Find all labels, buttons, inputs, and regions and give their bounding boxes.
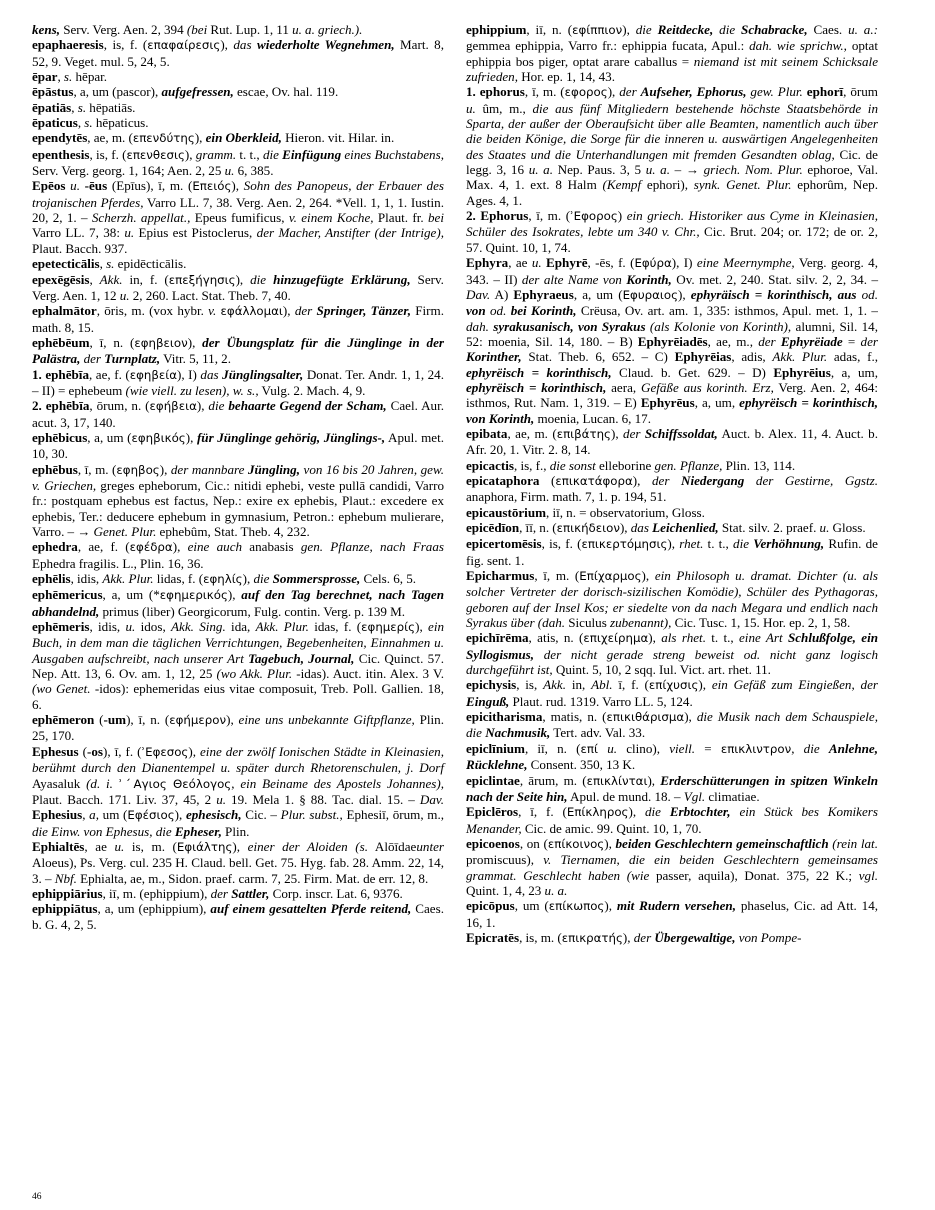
dictionary-entry: epicēdīon, īī, n. (επικήδειον), das Leichenlied, Stat. silv. 2. praef. u. Gloss. (466, 520, 866, 535)
dictionary-entry: ēpatiās, s. hēpatiās. (32, 99, 136, 115)
dictionary-entry: epicaustōrium, iī, n. = observatorium, Gloss. (466, 504, 705, 520)
dictionary-entry: epicertomēsis, is, f. (επικερτόμησις), rhet. t. t., die Verhöhnung, Rufin. de fig. sent. 1. (466, 536, 878, 568)
dictionary-entry: Epicharmus, ī, m. (Επίχαρμος), ein Philosoph u. dramat. Dichter (u. als solcher Vertreter der dorisch-sizilischen Komödie), Schüler des Pythagoras, geboren auf der Insel Kos; er siedelte von da nach Megara und endlich nach Syrakus über (dah. Siculus zubenannt), Cic. Tusc. 1, 15. Hor. ep. 2, 1, 58. (466, 568, 879, 631)
dictionary-entry: ephippiātus, a, um (ephippium), auf einem gesattelten Pferde reitend, Caes. b. G. 4, 2, 5. (32, 901, 444, 932)
dictionary-entry: Epiclēros, ī, f. (Επίκληρος), die Erbtochter, ein Stück bes Komikers Menander, Cic. de amic. 99. Quint. 10, 1, 70. (466, 804, 878, 836)
dictionary-entry: ephēbus, ī, m. (εφηβος), der mannbare Jüngling, von 16 bis 20 Jahren, gew. v. Griechen, greges epheborum, Cic.: nitidi ephebi, veste pullā candidi, Varro fr.: postquam ephebus est factus, Nep.: exire ex ephebis, Plaut.: excedere ex ephebis, Ter.: deducere ephebum in gymnasium, Petron.: ephebum mulierare, Varro. – → Genet. Plur. ephebûm, Stat. Theb. 4, 232. (32, 461, 444, 539)
page-number: 46 (32, 1192, 42, 1202)
dictionary-entry: 2. ephēbīa, ōrum, n. (εφήβεια), die behaarte Gegend der Scham, Cael. Aur. acut. 3, 17, 140. (32, 398, 445, 430)
dictionary-entry: ēpāstus, a, um (pascor), aufgefressen, escae, Ov. hal. 119. (32, 84, 339, 100)
dictionary-entry: Epicratēs, is, m. (επικρατής), der Übergewaltige, von Pompe- (466, 929, 802, 945)
dictionary-entry: ependytēs, ae, m. (επενδύτης), ein Oberkleid, Hieron. vit. Hilar. in. (32, 130, 395, 146)
dictionary-entry: Ephialtēs, ae u. is, m. (Εφιάλτης), einer der Aloiden (s. Alōīdaeunter Aloeus), Ps. Verg. cul. 235 H. Claud. bell. Get. 75. Hyg. fab. 28. Amm. 22, 14, 3. – Nbf. Ephialta, ae, m., Sidon. praef. carm. 7, 25. Firm. Mat. de err. 12, 8. (32, 838, 444, 886)
dictionary-entry: 1. ephorus, ī, m. (εφορος), der Aufseher, Ephorus, gew. Plur. ephorī, ōrum u. ûm, m., die aus fünf Mitgliedern bestehende höchste Staatsbehörde in Sparta, der außer der Oberaufsicht über alle Beamten, namentlich auch über die beiden Könige, die Sorge für die inneren u. auswärtigen Angelegenheiten des Staates und die Unterhandlungen mit fremden Gesandten oblag, Cic. de legg. 3, 16 u. a. Nep. Paus. 3, 5 u. a. – → griech. Nom. Plur. ephoroe, Val. Max. 4, 1. ext. 8 Halm (Kempf ephori), synk. Genet. Plur. ephorûm, Nep. Ages. 4, 1. (466, 84, 878, 208)
dictionary-entry: epiclintae, ārum, m. (επικλίνται), Erderschütterungen in spitzen Winkeln nach der Seite hin, Apul. de mund. 18. – Vgl. climatiae. (466, 772, 878, 804)
dictionary-entry: ephippiārius, iī, m. (ephippium), der Sattler, Corp. inscr. Lat. 6, 9376. (32, 885, 403, 901)
left-text-column (32, 22, 444, 1177)
dictionary-entry: epiclīnium, iī, n. (επί u. clino), viell. = επικλιντρον, die Anlehne, Rücklehne, Consent. 350, 13 K. (466, 740, 878, 773)
dictionary-entry: ēpar, s. hēpar. (32, 69, 108, 85)
dictionary-entry: epibata, ae, m. (επιβάτης), der Schiffssoldat, Auct. b. Alex. 11, 4. Auct. b. Afr. 20, 1. Vitr. 2. 8, 14. (466, 425, 878, 458)
dictionary-entry: epicoenos, on (επίκοινος), beiden Geschlechtern gemeinschaftlich (rein lat. promiscuus), v. Tiernamen, die ein beiden Geschlechtern gemeinsames grammat. Geschlecht haben (wie passer, aquila), Donat. 375, 22 K.; vgl. Quint. 1, 4, 23 u. a. (466, 835, 878, 898)
dictionary-entry: ēpaticus, s. hēpaticus. (32, 115, 149, 131)
page-columns (32, 22, 903, 1177)
dictionary-entry: Ephesus (-os), ī, f. (ʾΕφεσος), eine der zwölf Ionischen Städte in Kleinasien, berühmt durch den Dianentempel u. später durch Rhetorenschulen, j. Dorf Ayasaluk (d. i. ʾˊΑγιος Θεόλογος, ein Beiname des Apostels Johannes), Plaut. Bacch. 171. Liv. 37, 45, 2 u. 19. Mela 1. § 88. Tac. dial. 15. – Dav. Ephesius, a, um (Εφέσιος), ephesisch, Cic. – Plur. subst., Ephesiī, ōrum, m., die Einw. von Ephesus, die Epheser, Plin. (32, 743, 444, 839)
dictionary-entry: ephēbēum, ī, n. (εφηβειον), der Übungsplatz für die Jünglinge in der Palästra, der Turnplatz, Vitr. 5, 11, 2. (32, 334, 444, 367)
dictionary-entry: ephēmericus, a, um (*εφημερικός), auf den Tag berechnet, nach Tagen abhandelnd, primus (liber) Georgicorum, Fulg. contin. Verg. p. 139 M. (32, 587, 445, 619)
dictionary-entry: ephēlis, idis, Akk. Plur. lidas, f. (εφηλίς), die Sommersprosse, Cels. 6, 5. (32, 571, 417, 587)
dictionary-entry: epicataphora (επικατάφορα), der Niedergang der Gestirne, Ggstz. anaphora, Firm. math. 7, 1. p. 194, 51. (466, 472, 878, 505)
dictionary-entry: epicitharisma, matis, n. (επικιθάρισμα), die Musik nach dem Schauspiele, die Nachmusik, Tert. adv. Val. 33. (466, 709, 878, 741)
dictionary-entry: ephalmātor, ōris, m. (vox hybr. v. εφάλλομαι), der Springer, Tänzer, Firm. math. 8, 15. (32, 303, 444, 335)
dictionary-entry: kens, Serv. Verg. Aen. 2, 394 (bei Rut. Lup. 1, 11 u. a. griech.). (32, 22, 363, 37)
dictionary-entry: ephēmeris, idis, u. idos, Akk. Sing. ida, Akk. Plur. idas, f. (εφημερίς), ein Buch, in dem man die täglichen Verrichtungen, Begebenheiten, Einnahmen u. Ausgaben aufschreibt, nach unserer Art Tagebuch, Journal, Cic. Quinct. 57. Nep. Att. 13, 6. Ov. am. 1, 12, 25 (wo Akk. Plur. -idas). Auct. itin. Alex. 3 V. (wo Genet. -idos): ephemeridas eius vitae composuit, Treb. Poll. Gallien. 18, 6. (32, 619, 445, 712)
dictionary-entry: epaphaeresis, is, f. (επαφαίρεσις), das wiederholte Wegnehmen, Mart. 8, 52, 9. Veget. mul. 5, 24, 5. (32, 37, 444, 69)
dictionary-entry: 1. ephēbīa, ae, f. (εφηβεία), I) das Jünglingsalter, Donat. Ter. Andr. 1, 1, 24. – II) = ephebeum (wie viell. zu lesen), w. s., Vulg. 2. Mach. 4, 9. (32, 366, 444, 398)
dictionary-entry: epichīrēma, atis, n. (επιχείρημα), als rhet. t. t., eine Art Schlußfolge, ein Syllogismus, der nicht gerade streng beweist od. nicht ganz logisch durchgeführt ist, Quint. 5, 10, 2 sqq. Iul. Vict. art. rhet. 11. (466, 630, 878, 678)
dictionary-entry: 2. Ephorus, ī, m. (ʾΕφορος) ein griech. Historiker aus Cyme in Kleinasien, Schüler des Isokrates, lebte um 340 v. Chr., Cic. Brut. 204; or. 172; de or. 2, 57. Quint. 10, 1, 74. (466, 208, 878, 255)
dictionary-entry: epicactis, is, f., die sonst elleborine gen. Pflanze, Plin. 13, 114. (466, 457, 796, 473)
right-text-column (466, 22, 878, 1177)
dictionary-entry: ephēbicus, a, um (εφηβικός), für Jünglinge gehörig, Jünglings-, Apul. met. 10, 30. (32, 429, 444, 462)
dictionary-entry: epenthesis, is, f. (επενθεσις), gramm. t. t., die Einfügung eines Buchstabens, Serv. Verg. georg. 1, 164; Aen. 2, 25 u. 6, 385. (32, 146, 444, 179)
dictionary-entry: Ephyra, ae u. Ephyrē, -ēs, f. (Εφύρα), I) eine Meernymphe, Verg. georg. 4, 343. – II) der alte Name von Korinth, Ov. met. 2, 240. Stat. silv. 2, 2, 34. – Dav. A) Ephyraeus, a, um (Εφυραιος), ephyräisch = korinthisch, aus od. von od. bei Korinth, Crëusa, Ov. art. am. 1, 335: isthmos, Apul. met. 1, 1. – dah. syrakusanisch, von Syrakus (als Kolonie von Korinth), alumni, Sil. 14, 52: moenia, Sil. 14, 180. – B) Ephyrēiadēs, ae, m., der Ephyrëiade = der Korinther, Stat. Theb. 6, 652. – C) Ephyrēias, adis, Akk. Plur. adas, f., ephyrëisch = korinthisch, Claud. b. Get. 629. – D) Ephyrēius, a, um, ephyrëisch = korinthisch, aera, Gefäße aus korinth. Erz, Verg. Aen. 2, 464: isthmos, Rut. Nam. 1, 319. – E) Ephyrēus, a, um, ephyrëisch = korinthisch, von Korinth, moenia, Lucan. 6, 17. (466, 255, 879, 426)
dictionary-entry: Epēos u. -ēus (Epīus), ī, m. (Επειός), Sohn des Panopeus, der Erbauer des trojanischen Pferdes, Varro LL. 7, 38. Verg. Aen. 2, 264. *Vell. 1, 1, 1. Iustin. 20, 2, 1. – Scherzh. appellat., Epeus fumificus, v. einem Koche, Plaut. fr. bei Varro LL. 7, 38: u. Epius est Pistoclerus, der Macher, Anstifter (der Intrige), Plaut. Bacch. 937. (32, 178, 444, 256)
dictionary-entry: ephedra, ae, f. (εφέδρα), eine auch anabasis gen. Pflanze, nach Fraas Ephedra fragilis. L., Plin. 16, 36. (32, 539, 444, 571)
dictionary-entry: epicōpus, um (επίκωπος), mit Rudern versehen, phaselus, Cic. ad Att. 14, 16, 1. (466, 898, 879, 930)
dictionary-entry: epetecticālis, s. epidēcticālis. (32, 256, 187, 272)
dictionary-entry: ephippium, iī, n. (εφίππιον), die Reitdecke, die Schabracke, Caes. u. a.: gemmea ephippia, Varro fr.: ephippia fucata, Apul.: dah. wie sprichw., optat ephippia bos piger, optat arare caballus = niemand ist mit seinem Schicksale zufrieden, Hor. ep. 1, 14, 43. (466, 22, 879, 85)
dictionary-entry: ephēmeron (-um), ī, n. (εφήμερον), eine uns unbekannte Giftpflanze, Plin. 25, 170. (32, 712, 444, 744)
dictionary-entry: epexēgēsis, Akk. in, f. (επεξήγησις), die hinzugefügte Erklärung, Serv. Verg. Aen. 1, 12 u. 2, 260. Lact. Stat. Theb. 7, 40. (32, 271, 444, 303)
dictionary-entry: epichysis, is, Akk. in, Abl. ī, f. (επίχυσις), ein Gefäß zum Eingießen, der Einguß, Plaut. rud. 1319. Varro LL. 5, 124. (466, 677, 878, 709)
